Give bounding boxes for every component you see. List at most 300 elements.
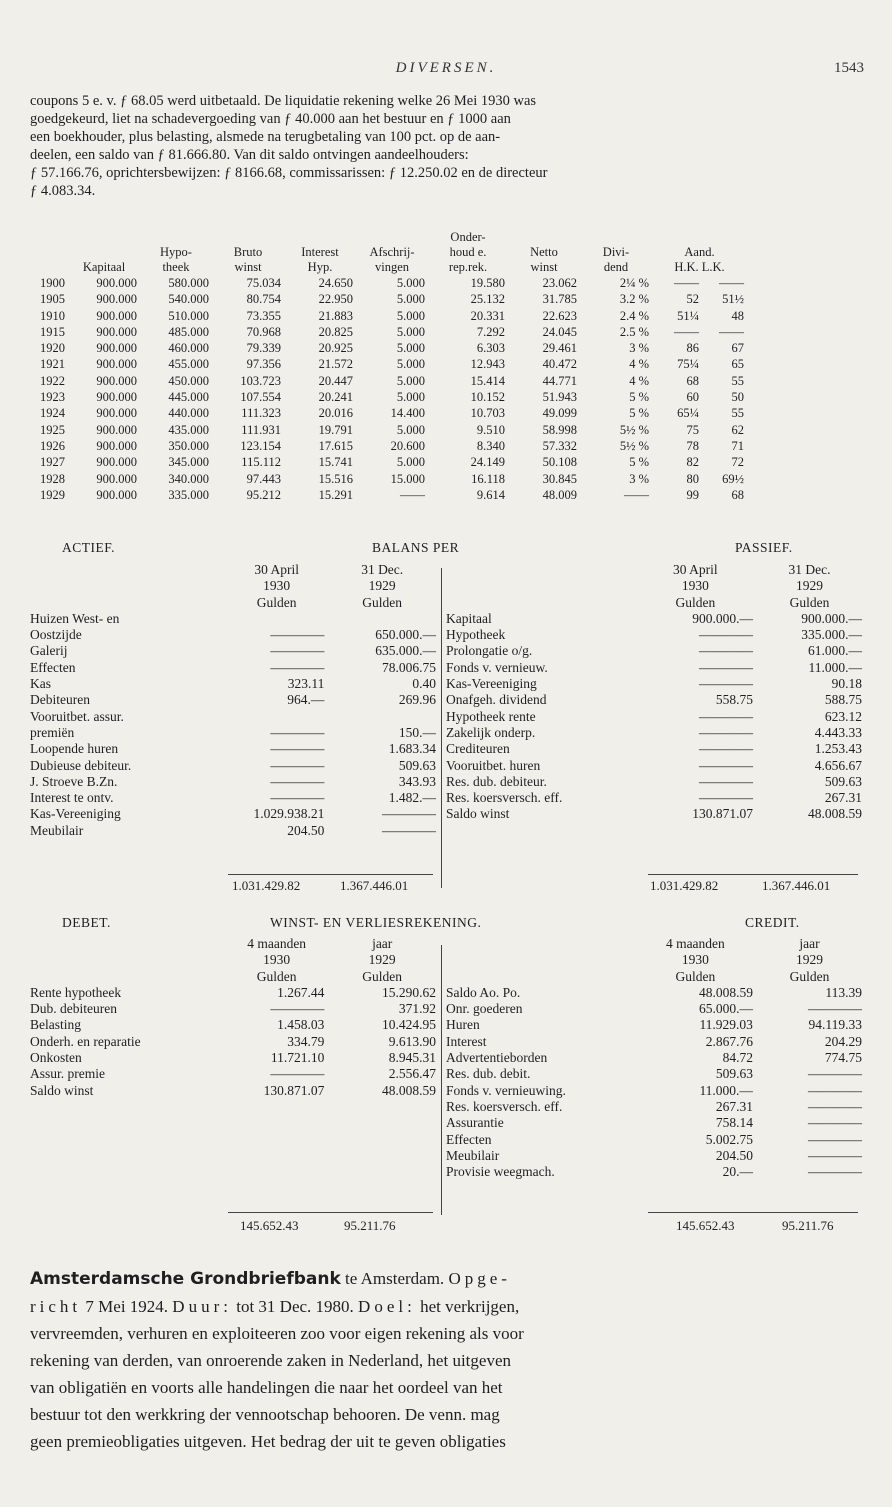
ledger-row <box>28 643 438 659</box>
stats-cell: 20.825 <box>318 324 353 339</box>
stats-cell: 9.614 <box>476 487 505 502</box>
ledger-row <box>28 692 438 708</box>
stats-cell: 80 <box>686 471 699 486</box>
stats-cell: 3 % <box>629 341 649 356</box>
ledger-row <box>28 1050 438 1066</box>
ledger-row <box>444 709 864 725</box>
stats-cell: 14.400 <box>390 406 425 421</box>
stats-cell: 21.883 <box>318 308 353 323</box>
ledger-label: Onafgeh. dividend <box>446 692 547 708</box>
ledger-row <box>444 627 864 643</box>
ledger-value: 10.424.95 <box>382 1017 436 1033</box>
ledger-label: Loopende huren <box>30 741 119 757</box>
stats-cell: 72 <box>731 455 744 470</box>
stats-cell: 111.323 <box>241 406 281 421</box>
ledger-value: 323.11 <box>287 676 325 692</box>
text-line: een boekhouder, plus belasting, alsmede na terugbetaling van 100 pct. op de aan- <box>30 129 501 145</box>
col-head: Gulden <box>789 968 830 984</box>
ledger-row <box>28 709 438 725</box>
ledger-label: Crediteuren <box>446 741 510 757</box>
col-head: 4 maanden <box>665 936 725 951</box>
stats-cell: 900.000 <box>96 308 137 323</box>
ledger-row <box>28 676 438 692</box>
debet-table <box>28 936 438 1099</box>
ledger-label: Saldo winst <box>30 1082 94 1098</box>
ledger-label: Kapitaal <box>446 610 492 626</box>
stats-cell: 540.000 <box>168 292 209 307</box>
ledger-value: ———— <box>698 773 753 789</box>
ledger-label: Effecten <box>446 1131 492 1147</box>
ledger-label: Kas-Vereeniging <box>446 676 537 692</box>
total-rule <box>228 874 433 875</box>
ledger-value: ———— <box>270 643 325 659</box>
stats-cell: 86 <box>686 341 699 356</box>
ledger-value: ———— <box>270 1066 325 1082</box>
col-head: rep.rek. <box>448 260 488 274</box>
stats-cell: 5 % <box>629 390 649 405</box>
stats-cell: 20.331 <box>470 308 505 323</box>
stats-cell: 900.000 <box>96 487 137 502</box>
col-head: 1930 <box>263 578 291 594</box>
stats-cell: 51¼ <box>677 308 699 323</box>
text-line: ƒ 4.083.34. <box>30 183 96 199</box>
year-cell: 1900 <box>40 276 65 290</box>
stats-cell: 20.016 <box>318 406 353 421</box>
col-head: houd e. <box>449 245 487 259</box>
ledger-row <box>28 1034 438 1050</box>
text-line <box>30 1293 865 1320</box>
stats-cell: 19.580 <box>470 276 505 290</box>
ledger-row <box>28 1001 438 1017</box>
col-head: Bruto <box>233 245 263 259</box>
ledger-value: 335.000.— <box>801 627 862 643</box>
stats-cell: 580.000 <box>168 276 209 290</box>
ledger-value: ———— <box>808 1164 862 1180</box>
col-head: Onder- <box>450 230 486 244</box>
ledger-row <box>28 725 438 741</box>
col-head: Gulden <box>256 968 297 984</box>
stats-cell: 5.000 <box>396 390 425 405</box>
year-cell: 1920 <box>40 341 65 356</box>
col-head: Hyp. <box>307 260 333 274</box>
stats-cell: 111.931 <box>241 422 281 437</box>
total-rule <box>648 1212 858 1213</box>
winst-title: WINST- EN VERLIESREKENING. <box>270 915 482 930</box>
stats-cell: 79.339 <box>246 341 281 356</box>
stats-cell: 22.623 <box>542 308 577 323</box>
ledger-value: ———— <box>698 659 753 675</box>
col-head: dend <box>603 260 629 274</box>
stats-cell: 12.943 <box>470 357 505 372</box>
stats-cell: 62 <box>731 422 744 437</box>
ledger-value: 964.— <box>287 692 325 708</box>
stats-cell: 10.703 <box>470 406 505 421</box>
doel-label: Doel: <box>358 1297 416 1316</box>
col-head: 1930 <box>263 952 291 968</box>
ledger-label: Prolongatie o/g. <box>446 643 533 659</box>
stats-cell: 48 <box>731 308 744 323</box>
stats-cell: —— <box>400 487 425 502</box>
stats-cell: 5½ % <box>619 422 649 437</box>
ledger-value: 267.31 <box>715 1098 753 1114</box>
ledger-label: Dub. debiteuren <box>30 1001 117 1017</box>
stats-cell: 44.771 <box>542 373 577 388</box>
ledger-label: Vooruitbet. huren <box>446 757 541 773</box>
stats-row <box>28 438 747 454</box>
statistics-body <box>28 275 747 503</box>
ledger-value: 204.50 <box>287 822 325 838</box>
ledger-value: ———— <box>808 1066 862 1082</box>
ledger-row <box>444 774 864 790</box>
ledger-value <box>326 709 438 725</box>
stats-cell: 75.034 <box>246 276 281 290</box>
ledger-value: 4.443.33 <box>814 724 862 740</box>
stats-cell: 65¼ <box>677 406 699 421</box>
ledger-value: 9.613.90 <box>388 1033 436 1049</box>
header-row <box>28 260 747 275</box>
ledger-row <box>28 806 438 822</box>
ledger-value: ———— <box>808 1115 862 1131</box>
col-head: winst <box>234 260 262 274</box>
stats-cell: 20.447 <box>318 373 353 388</box>
stats-row <box>28 389 747 405</box>
stats-cell: 15.414 <box>470 373 505 388</box>
ledger-value: 11.000.— <box>699 1082 753 1098</box>
ledger-value: 2.556.47 <box>388 1066 436 1082</box>
stats-cell: 75¼ <box>677 357 699 372</box>
stats-row <box>28 405 747 421</box>
stats-cell: 97.443 <box>246 471 281 486</box>
ledger-label: Res. koersversch. eff. <box>446 790 563 806</box>
col-head: 1929 <box>795 578 823 594</box>
stats-cell: 900.000 <box>96 438 137 453</box>
ledger-value: 11.000.— <box>808 659 862 675</box>
stats-cell: 900.000 <box>96 373 137 388</box>
text-span: het verkrijgen, <box>415 1297 520 1316</box>
stats-cell: 2.4 % <box>619 308 649 323</box>
ledger-label: Oostzijde <box>30 627 82 643</box>
stats-cell: 68 <box>731 487 744 502</box>
ledger-row <box>28 758 438 774</box>
ledger-value: 371.92 <box>398 1001 436 1017</box>
stats-cell: 445.000 <box>168 390 209 405</box>
ledger-row <box>444 643 864 659</box>
ledger-value: 48.008.59 <box>698 984 753 1000</box>
ledger-value: 84.72 <box>722 1050 753 1066</box>
ledger-value: ———— <box>270 773 325 789</box>
ledger-value: ———— <box>698 643 753 659</box>
stats-cell: 82 <box>686 455 699 470</box>
column-divider <box>441 945 442 1215</box>
stats-cell: 3.2 % <box>619 292 649 307</box>
stats-cell: 4 % <box>629 373 649 388</box>
ledger-value: ———— <box>808 1131 862 1147</box>
ledger-value: 65.000.— <box>698 1001 753 1017</box>
ledger-value: ———— <box>270 741 325 757</box>
ledger-value: ———— <box>270 627 325 643</box>
ledger-row <box>444 1034 864 1050</box>
stats-row <box>28 324 747 340</box>
col-head: Aand. <box>684 245 715 259</box>
col-head: Hypo- <box>160 245 192 259</box>
total-value: 145.652.43 <box>676 1218 735 1233</box>
text-line: bestuur tot den werkkring der vennootschap behooren. De venn. mag <box>30 1405 500 1424</box>
balans-title: BALANS PER <box>372 540 460 555</box>
ledger-row <box>28 790 438 806</box>
ledger-label: Rente hypotheek <box>30 984 122 1000</box>
company-name: Amsterdamsche Grondbriefbank <box>30 1269 341 1289</box>
stats-cell: 95.212 <box>246 487 281 502</box>
ledger-label: Belasting <box>30 1017 81 1033</box>
ledger-value: 78.006.75 <box>382 659 436 675</box>
stats-cell: 900.000 <box>96 406 137 421</box>
ledger-value: 150.— <box>398 724 436 740</box>
ledger-value: 8.945.31 <box>388 1050 436 1066</box>
ledger-value <box>227 709 326 725</box>
stats-row <box>28 356 747 372</box>
ledger-value: 334.79 <box>287 1033 325 1049</box>
stats-cell: 15.291 <box>318 487 353 502</box>
stats-cell: 10.152 <box>470 390 505 405</box>
ledger-label: Fonds v. vernieuwing. <box>446 1082 566 1098</box>
ledger-row <box>28 1083 438 1099</box>
ledger-value: ———— <box>270 724 325 740</box>
ledger-value: 94.119.33 <box>808 1017 862 1033</box>
stats-cell: 435.000 <box>168 422 209 437</box>
ledger-row <box>444 741 864 757</box>
stats-cell: 460.000 <box>168 341 209 356</box>
ledger-row <box>28 1066 438 1082</box>
ledger-row <box>444 1066 864 1082</box>
ledger-row <box>444 1132 864 1148</box>
ledger-value: 1.482.— <box>388 790 436 806</box>
stats-row <box>28 454 747 470</box>
credit-title: CREDIT. <box>745 915 800 930</box>
year-cell: 1928 <box>40 471 65 486</box>
ledger-value: 90.18 <box>831 676 862 692</box>
stats-cell: 15.741 <box>318 455 353 470</box>
year-cell: 1915 <box>40 324 65 339</box>
stats-cell: 5 % <box>629 455 649 470</box>
stats-cell: 29.461 <box>542 341 577 356</box>
text-span: tot 31 Dec. 1980. <box>231 1297 359 1316</box>
company-paragraph <box>30 1265 865 1455</box>
col-head: Gulden <box>362 594 403 610</box>
ledger-value: ———— <box>270 790 325 806</box>
ledger-label: Fonds v. vernieuw. <box>446 659 548 675</box>
ledger-label: Advertentieborden <box>446 1050 548 1066</box>
stats-cell: 5½ % <box>619 438 649 453</box>
column-divider <box>441 568 442 888</box>
stats-cell: —— <box>719 324 744 339</box>
text-line: rekening van derden, van onroerende zaken in Nederland, het uitgeven <box>30 1351 511 1370</box>
ledger-row <box>28 1017 438 1033</box>
ledger-row <box>444 692 864 708</box>
stats-row <box>28 275 747 291</box>
col-head: 1930 <box>681 952 709 968</box>
stats-cell: 65 <box>731 357 744 372</box>
col-head: 4 maanden <box>247 936 307 951</box>
debet-title: DEBET. <box>62 915 111 930</box>
stats-cell: 455.000 <box>168 357 209 372</box>
ledger-value: 1.458.03 <box>277 1017 325 1033</box>
ledger-label: Res. koersversch. eff. <box>446 1098 563 1114</box>
ledger-value: 774.75 <box>824 1050 862 1066</box>
text-line: van obligatiën en voorts alle handelingen die naar het oordeel van het <box>30 1378 503 1397</box>
ledger-row <box>28 823 438 839</box>
stats-cell: 51½ <box>722 292 744 307</box>
stats-cell: 103.723 <box>240 373 281 388</box>
stats-cell: 78 <box>686 438 699 453</box>
ledger-value: 130.871.07 <box>263 1082 325 1098</box>
ledger-value: 650.000.— <box>375 627 436 643</box>
stats-cell: 20.600 <box>390 438 425 453</box>
ledger-label: Onderh. en reparatie <box>30 1033 141 1049</box>
stats-cell: 900.000 <box>96 292 137 307</box>
ledger-label: Assurantie <box>446 1115 504 1131</box>
stats-cell: 70.968 <box>246 324 281 339</box>
year-cell: 1922 <box>40 373 65 388</box>
stats-cell: 24.650 <box>318 276 353 290</box>
ledger-value: 509.63 <box>398 757 436 773</box>
total-value: 1.031.429.82 <box>232 878 301 893</box>
col-head: Afschrij- <box>369 245 415 259</box>
col-head: Divi- <box>602 245 630 259</box>
ledger-row <box>444 1083 864 1099</box>
ledger-value: ———— <box>698 741 753 757</box>
col-head: 1930 <box>681 578 709 594</box>
col-head: jaar <box>372 936 393 951</box>
ledger-label: Hypotheek <box>446 627 506 643</box>
ledger-row <box>28 774 438 790</box>
year-cell: 1926 <box>40 438 65 453</box>
stats-cell: 17.615 <box>318 438 353 453</box>
text-line: deelen, een saldo van ƒ 81.666.80. Van dit saldo ontvingen aandeelhouders: <box>30 147 469 163</box>
ledger-value: ———— <box>270 757 325 773</box>
stats-cell: 55 <box>731 406 744 421</box>
ledger-value: 635.000.— <box>375 643 436 659</box>
year-cell: 1927 <box>40 455 65 470</box>
ledger-row <box>444 758 864 774</box>
total-value: 1.031.429.82 <box>650 878 719 893</box>
stats-cell: 57.332 <box>542 438 577 453</box>
stats-cell: 900.000 <box>96 390 137 405</box>
col-head: Netto <box>530 245 558 259</box>
ledger-row <box>28 660 438 676</box>
stats-cell: 115.112 <box>241 455 281 470</box>
stats-cell: 97.356 <box>246 357 281 372</box>
stats-cell: 73.355 <box>246 308 281 323</box>
ledger-label: Saldo Ao. Po. <box>446 984 521 1000</box>
ledger-value: 4.656.67 <box>814 757 862 773</box>
ledger-label: Vooruitbet. assur. <box>30 708 124 724</box>
total-value: 95.211.76 <box>344 1218 396 1233</box>
stats-cell: 5.000 <box>396 422 425 437</box>
ledger-label: Res. dub. debiteur. <box>446 773 547 789</box>
ledger-value: 1.253.43 <box>814 741 862 757</box>
ledger-value: 343.93 <box>398 773 436 789</box>
ledger-label: Hypotheek rente <box>446 708 536 724</box>
stats-cell: 5.000 <box>396 373 425 388</box>
ledger-value: 509.63 <box>715 1066 753 1082</box>
stats-cell: 30.845 <box>542 471 577 486</box>
ledger-label: Meubilair <box>30 822 84 838</box>
ledger-value: ———— <box>698 708 753 724</box>
ledger-value: ———— <box>698 627 753 643</box>
ledger-value: ———— <box>270 1001 325 1017</box>
ledger-label: Effecten <box>30 659 76 675</box>
ledger-label: Kas <box>30 676 51 692</box>
year-cell: 1925 <box>40 422 65 437</box>
stats-cell: 900.000 <box>96 324 137 339</box>
stats-cell: 4 % <box>629 357 649 372</box>
ledger-label: Debiteuren <box>30 692 90 708</box>
stats-cell: 50 <box>731 390 744 405</box>
duur-label: Duur: <box>172 1297 232 1316</box>
ledger-row <box>444 611 864 627</box>
stats-cell: 900.000 <box>96 341 137 356</box>
stats-cell: 15.000 <box>390 471 425 486</box>
stats-cell: 123.154 <box>240 438 281 453</box>
header-row <box>28 245 747 260</box>
ledger-value: 2.867.76 <box>705 1033 753 1049</box>
stats-cell: 5.000 <box>396 276 425 290</box>
stats-cell: 99 <box>686 487 699 502</box>
ledger-value: 758.14 <box>715 1115 753 1131</box>
stats-cell: 5.000 <box>396 455 425 470</box>
total-value: 1.367.446.01 <box>762 878 831 893</box>
ledger-value: 61.000.— <box>808 643 862 659</box>
ledger-label: Huizen West- en <box>30 610 120 626</box>
ledger-label: Saldo winst <box>446 806 510 822</box>
page-number: 1543 <box>834 60 864 76</box>
stats-row <box>28 291 747 307</box>
text-span: te Amsterdam. <box>340 1269 449 1288</box>
col-head: Gulden <box>362 968 403 984</box>
ledger-label: Provisie weegmach. <box>446 1164 555 1180</box>
ledger-value: ———— <box>382 806 436 822</box>
ledger-row <box>444 1115 864 1131</box>
ledger-value: 900.000.— <box>692 610 753 626</box>
ledger-value: 1.683.34 <box>388 741 436 757</box>
year-cell: 1924 <box>40 406 65 421</box>
ledger-row <box>444 985 864 1001</box>
ledger-value: ———— <box>808 1098 862 1114</box>
text-line: goedgekeurd, liet na schadevergoeding van ƒ 40.000 aan het bestuur en ƒ 1000 aan <box>30 111 511 127</box>
col-head: 1929 <box>368 578 396 594</box>
stats-cell: 75 <box>686 422 699 437</box>
ledger-value: 11.721.10 <box>270 1050 325 1066</box>
ledger-row <box>444 1164 864 1180</box>
ledger-row <box>28 741 438 757</box>
ledger-label: Onkosten <box>30 1050 82 1066</box>
ledger-value: ———— <box>698 724 753 740</box>
stats-cell: 6.303 <box>476 341 505 356</box>
ledger-value: 0.40 <box>412 676 436 692</box>
stats-cell: 450.000 <box>168 373 209 388</box>
stats-cell: 5.000 <box>396 308 425 323</box>
stats-cell: 5.000 <box>396 324 425 339</box>
stats-cell: 3 % <box>629 471 649 486</box>
running-header-title: DIVERSEN. <box>395 60 497 76</box>
text-line: ƒ 57.166.76, oprichtersbewijzen: ƒ 8166.68, commissarissen: ƒ 12.250.02 en de directeur <box>30 165 548 181</box>
col-head: 30 April <box>254 562 299 577</box>
stats-cell: 510.000 <box>168 308 209 323</box>
stats-cell: 345.000 <box>168 455 209 470</box>
actief-title: ACTIEF. <box>62 540 116 555</box>
stats-cell: 51.943 <box>542 390 577 405</box>
ledger-value: 204.29 <box>824 1033 862 1049</box>
